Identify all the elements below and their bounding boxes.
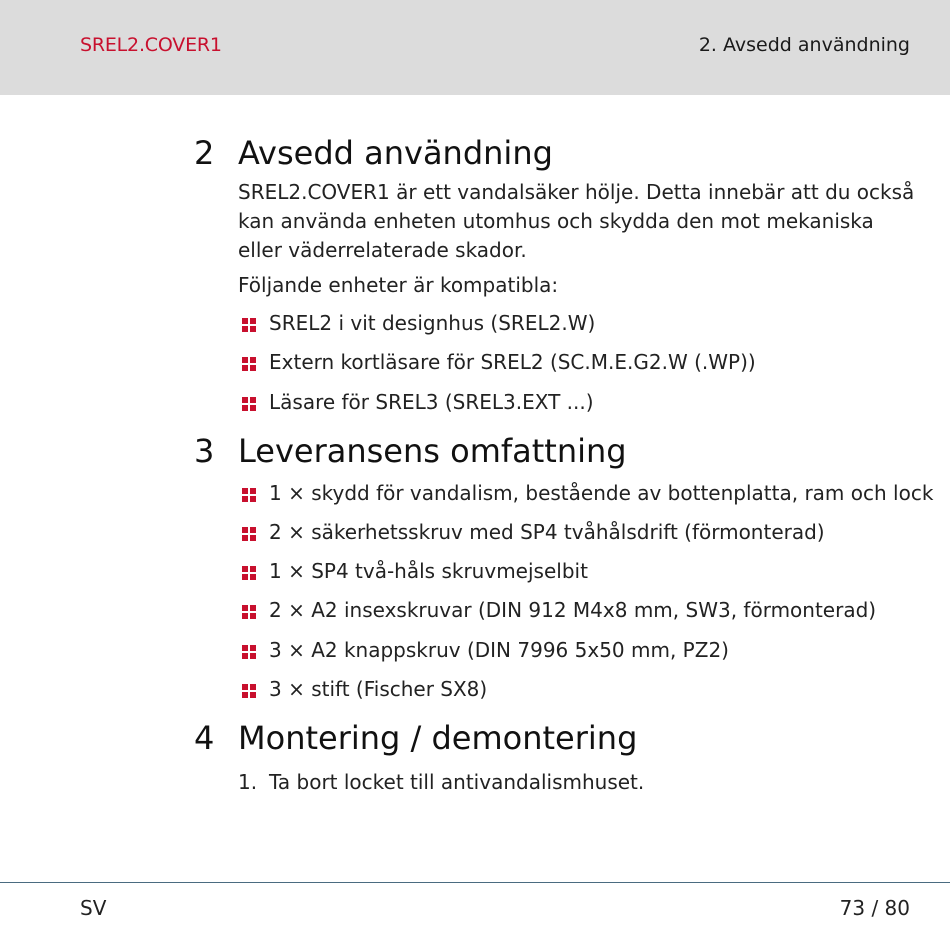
section-title: Montering / demontering bbox=[238, 719, 638, 757]
list-item-text: Extern kortläsare för SREL2 (SC.M.E.G2.W (.WP)) bbox=[269, 350, 756, 374]
step-text: Ta bort locket till antivandalismhuset. bbox=[269, 770, 645, 794]
section-title: Avsedd användning bbox=[238, 134, 553, 172]
bullet-icon bbox=[242, 318, 256, 332]
list-item-text: Läsare för SREL3 (SREL3.EXT ...) bbox=[269, 390, 594, 414]
list-item-text: 1 × SP4 två-håls skruvmejselbit bbox=[269, 559, 588, 583]
bullet-icon bbox=[242, 645, 256, 659]
section-number: 3 bbox=[194, 432, 215, 470]
bullet-icon bbox=[242, 488, 256, 502]
section-title: Leveransens omfattning bbox=[238, 432, 627, 470]
section-number: 2 bbox=[194, 134, 215, 172]
bullet-icon bbox=[242, 566, 256, 580]
list-item-text: 3 × A2 knappskruv (DIN 7996 5x50 mm, PZ2) bbox=[269, 638, 729, 662]
list-item-text: 2 × A2 insexskruvar (DIN 912 M4x8 mm, SW3, förmonterad) bbox=[269, 598, 877, 622]
section-number: 4 bbox=[194, 719, 215, 757]
list-item-text: 1 × skydd för vandalism, bestående av bottenplatta, ram och lock bbox=[269, 481, 934, 505]
page-number: 73 / 80 bbox=[839, 896, 910, 920]
footer-language: SV bbox=[80, 896, 107, 920]
list-item-text: SREL2 i vit designhus (SREL2.W) bbox=[269, 311, 596, 335]
bullet-icon bbox=[242, 357, 256, 371]
compatible-intro: Följande enheter är kompatibla: bbox=[238, 273, 559, 297]
bullet-icon bbox=[242, 527, 256, 541]
section-paragraph: SREL2.COVER1 är ett vandalsäker hölje. Detta innebär att du också kan använda enheten utomhus och skydda den mot mekaniska eller väderrelaterade skador. bbox=[238, 180, 915, 262]
bullet-icon bbox=[242, 397, 256, 411]
bullet-icon bbox=[242, 684, 256, 698]
list-item-text: 3 × stift (Fischer SX8) bbox=[269, 677, 488, 701]
running-section-title: 2. Avsedd användning bbox=[698, 34, 910, 56]
footer-divider bbox=[0, 882, 950, 883]
product-name: SREL2.COVER1 bbox=[80, 34, 222, 56]
bullet-icon bbox=[242, 605, 256, 619]
page-header bbox=[0, 0, 950, 95]
list-item-text: 2 × säkerhetsskruv med SP4 tvåhålsdrift (förmonterad) bbox=[269, 520, 825, 544]
step-number: 1. bbox=[238, 770, 258, 794]
